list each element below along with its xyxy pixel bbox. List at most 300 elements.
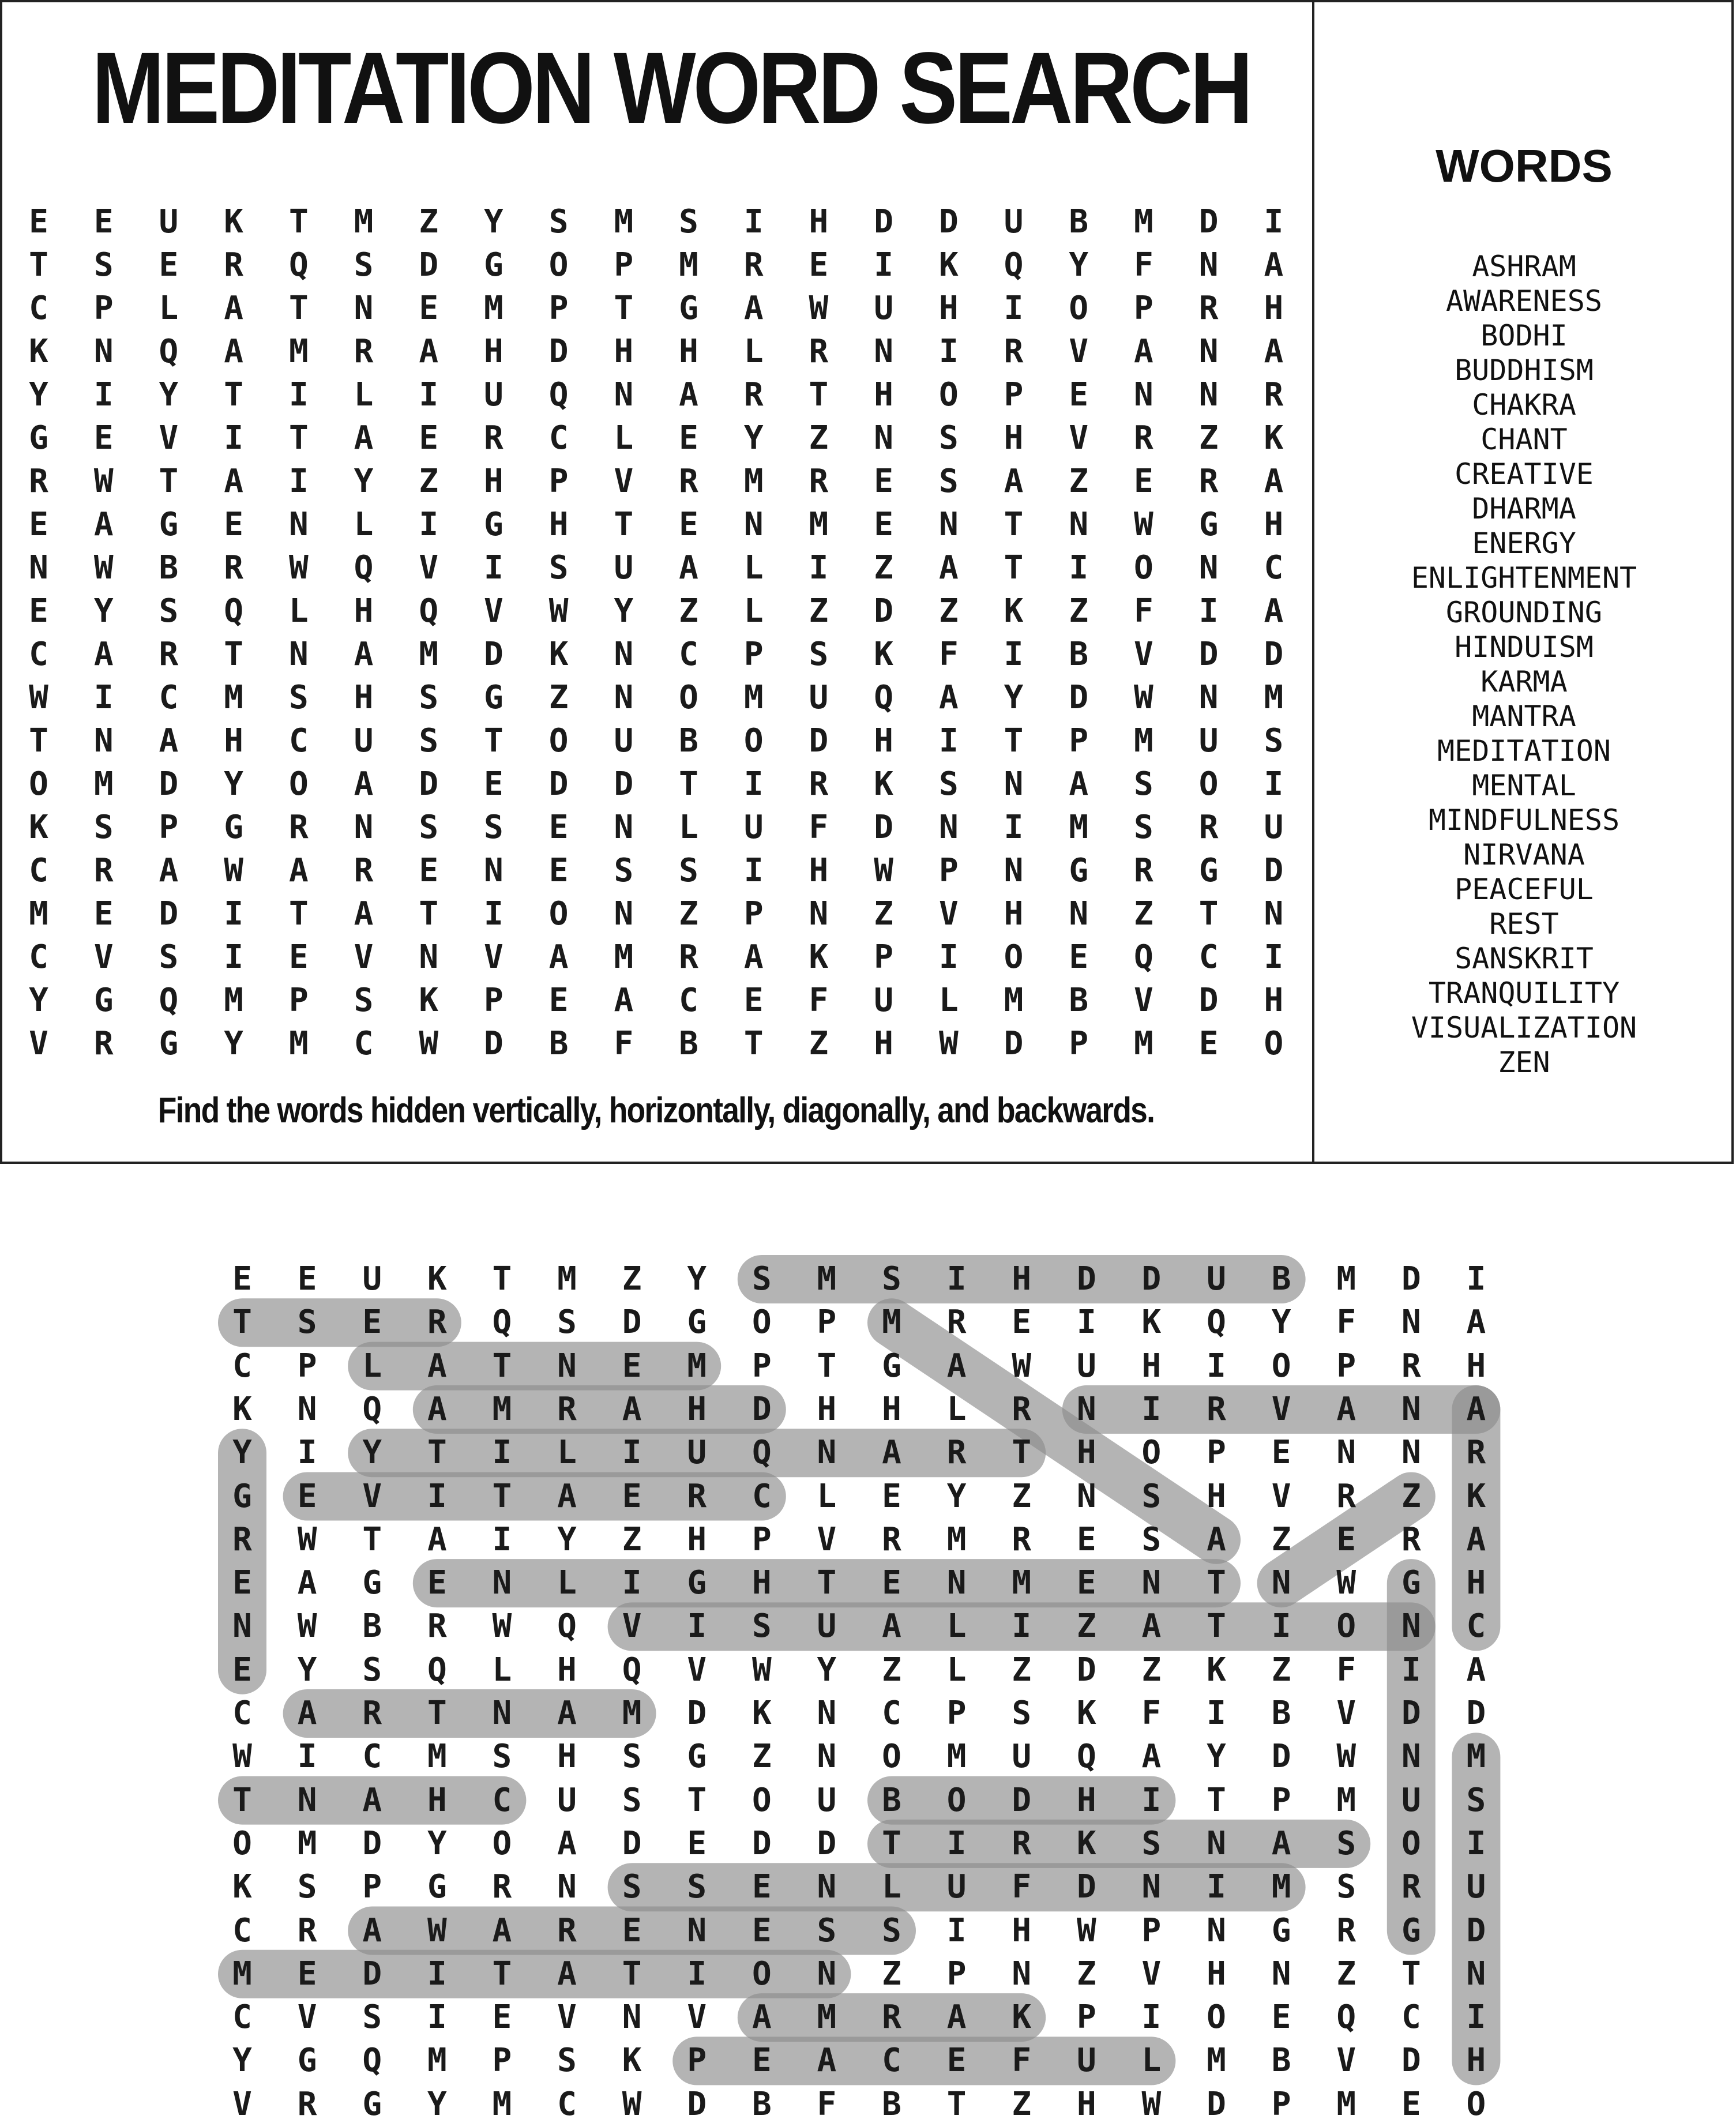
- solution-grid-letter: O: [946, 1781, 967, 1819]
- grid-letter: E: [874, 506, 893, 543]
- solution-grid-letter: S: [1336, 1868, 1357, 1906]
- solution-grid-letter: N: [687, 1911, 707, 1949]
- grid-letter: D: [1198, 636, 1219, 673]
- solution-grid-letter: V: [1336, 2042, 1357, 2080]
- solution-grid-letter: C: [1401, 1998, 1421, 2036]
- solution-grid-letter: M: [492, 1390, 512, 1428]
- solution-grid-letter: I: [297, 1434, 317, 1472]
- solution-grid-letter: E: [427, 1564, 447, 1602]
- grid-letter: Q: [548, 376, 569, 414]
- grid-letter: L: [159, 290, 179, 327]
- solution-grid-letter: I: [1207, 1868, 1226, 1906]
- grid-letter: N: [614, 376, 634, 414]
- solution-grid-letter: B: [882, 1781, 901, 1819]
- grid-letter: S: [938, 419, 959, 457]
- grid-letter: L: [679, 809, 698, 846]
- solution-grid-letter: M: [817, 1260, 837, 1298]
- solution-grid-letter: M: [946, 1520, 967, 1558]
- grid-letter: H: [354, 679, 374, 716]
- grid-letter: Z: [938, 592, 959, 630]
- grid-letter: P: [743, 895, 764, 933]
- grid-letter: T: [288, 895, 309, 933]
- grid-letter: I: [1004, 290, 1024, 327]
- solution-grid-letter: N: [817, 1738, 837, 1776]
- grid-letter: S: [419, 809, 439, 846]
- solution-grid-letter: N: [1336, 1434, 1357, 1472]
- grid-letter: F: [809, 982, 829, 1019]
- word-list-item: CREATIVE: [1455, 457, 1594, 491]
- grid-letter: T: [29, 246, 48, 284]
- grid-letter: H: [938, 290, 959, 327]
- solution-grid-letter: C: [232, 1347, 252, 1385]
- solution-grid-letter: N: [1401, 1738, 1421, 1776]
- grid-letter: S: [679, 852, 698, 889]
- solution-grid-letter: R: [362, 1694, 382, 1732]
- word-list-item: MENTAL: [1472, 769, 1576, 802]
- solution-grid-letter: T: [1012, 1434, 1032, 1472]
- solution-grid-letter: G: [297, 2042, 317, 2080]
- solution-grid-letter: M: [492, 2085, 512, 2123]
- grid-letter: S: [938, 765, 959, 803]
- grid-letter: D: [159, 895, 179, 933]
- grid-letter: W: [93, 549, 114, 587]
- solution-grid-letter: P: [946, 1955, 967, 1993]
- grid-letter: S: [1264, 722, 1284, 760]
- solution-grid-letter: K: [232, 1390, 252, 1428]
- solution-grid-letter: N: [297, 1781, 317, 1819]
- grid-letter: A: [93, 506, 114, 543]
- solution-grid-letter: P: [297, 1347, 317, 1385]
- grid-letter: A: [354, 895, 374, 933]
- grid-letter: P: [288, 982, 309, 1019]
- grid-letter: Z: [809, 592, 829, 630]
- solution-grid-letter: P: [1271, 1781, 1291, 1819]
- solution-grid-letter: V: [687, 1998, 707, 2036]
- solution-grid-letter: G: [882, 1347, 901, 1385]
- grid-letter: D: [1264, 636, 1284, 673]
- grid-letter: G: [159, 1025, 179, 1062]
- grid-letter: M: [419, 636, 439, 673]
- grid-letter: P: [938, 852, 959, 889]
- grid-letter: W: [874, 852, 893, 889]
- solution-grid-letter: S: [817, 1911, 837, 1949]
- solution-grid-letter: K: [1076, 1694, 1096, 1732]
- grid-letter: G: [224, 809, 243, 846]
- solution-grid-letter: P: [1207, 1434, 1226, 1472]
- solution-grid-letter: T: [492, 1347, 512, 1385]
- solution-grid-letter: I: [622, 1434, 642, 1472]
- solution-grid-letter: E: [751, 1911, 772, 1949]
- solution-grid-letter: D: [622, 1303, 642, 1342]
- word-list-item: CHAKRA: [1472, 388, 1576, 422]
- solution-grid-letter: H: [557, 1651, 577, 1689]
- solution-grid-letter: R: [1336, 1911, 1357, 1949]
- solution-grid-letter: S: [362, 1651, 382, 1689]
- solution-grid-letter: M: [1012, 1564, 1032, 1602]
- grid-letter: G: [1198, 852, 1219, 889]
- grid-letter: N: [29, 549, 48, 587]
- solution-grid-letter: S: [687, 1868, 707, 1906]
- grid-letter: S: [288, 679, 309, 716]
- grid-letter: Z: [1069, 463, 1089, 500]
- grid-letter: D: [159, 765, 179, 803]
- solution-grid-letter: H: [1012, 1260, 1032, 1298]
- solution-grid-letter: T: [232, 1303, 252, 1342]
- solution-grid-letter: N: [1207, 1911, 1226, 1949]
- grid-letter: Q: [224, 592, 243, 630]
- solution-grid-letter: A: [1466, 1651, 1486, 1689]
- solution-grid-letter: E: [882, 1564, 901, 1602]
- grid-letter: Q: [1134, 938, 1153, 976]
- grid-letter: P: [93, 290, 114, 327]
- solution-grid-letter: W: [427, 1911, 447, 1949]
- grid-letter: Y: [1004, 679, 1024, 716]
- grid-letter: R: [743, 376, 764, 414]
- solution-grid-letter: A: [297, 1564, 317, 1602]
- grid-letter: V: [159, 419, 179, 457]
- solution-grid-letter: R: [882, 1520, 901, 1558]
- solution-grid-letter: C: [362, 1738, 382, 1776]
- solution-grid-letter: D: [1076, 1651, 1096, 1689]
- grid-letter: O: [938, 376, 959, 414]
- grid-letter: I: [419, 506, 439, 543]
- solution-grid-letter: Z: [882, 1651, 901, 1689]
- grid-letter: U: [1004, 203, 1024, 241]
- solution-grid-letter: Y: [427, 1824, 447, 1862]
- grid-letter: K: [224, 203, 243, 241]
- grid-letter: H: [1264, 506, 1284, 543]
- grid-letter: E: [419, 419, 439, 457]
- solution-grid-letter: K: [232, 1868, 252, 1906]
- solution-grid-letter: N: [492, 1694, 512, 1732]
- grid-letter: L: [354, 506, 374, 543]
- grid-letter: I: [1264, 938, 1284, 976]
- solution-grid-letter: W: [1336, 1738, 1357, 1776]
- grid-letter: I: [1004, 636, 1024, 673]
- solution-grid-letter: D: [1466, 1911, 1486, 1949]
- solution-grid-letter: B: [1271, 1694, 1291, 1732]
- grid-letter: C: [548, 419, 569, 457]
- grid-letter: O: [1134, 549, 1153, 587]
- grid-letter: V: [354, 938, 374, 976]
- solution-grid-letter: O: [1466, 2085, 1486, 2123]
- solution-grid-letter: U: [1401, 1781, 1421, 1819]
- solution-grid-letter: G: [362, 1564, 382, 1602]
- solution-grid-letter: V: [362, 1477, 382, 1515]
- grid-letter: H: [484, 333, 503, 370]
- grid-letter: Z: [874, 895, 893, 933]
- solution-grid-letter: I: [1207, 1347, 1226, 1385]
- solution-grid-letter: D: [1401, 1694, 1421, 1732]
- grid-letter: I: [419, 376, 439, 414]
- grid-letter: U: [874, 982, 893, 1019]
- grid-letter: E: [1069, 938, 1089, 976]
- grid-letter: N: [288, 636, 309, 673]
- solution-grid-letter: G: [1401, 1911, 1421, 1949]
- word-list-item: CHANT: [1481, 423, 1568, 456]
- solution-grid-letter: Z: [1336, 1955, 1357, 1993]
- grid-letter: D: [614, 765, 634, 803]
- solution-grid-letter: U: [1076, 2042, 1096, 2080]
- word-list-item: ENLIGHTENMENT: [1411, 561, 1637, 595]
- grid-letter: S: [354, 246, 374, 284]
- grid-letter: E: [419, 852, 439, 889]
- word-list-item: MINDFULNESS: [1428, 803, 1620, 837]
- grid-letter: T: [1004, 722, 1024, 760]
- solution-grid-letter: P: [946, 1694, 967, 1732]
- grid-letter: T: [614, 290, 634, 327]
- solution-grid-letter: U: [1076, 1347, 1096, 1385]
- grid-letter: A: [1004, 463, 1024, 500]
- solution-grid-letter: Z: [1012, 1477, 1032, 1515]
- solution-grid-letter: I: [1466, 1998, 1486, 2036]
- grid-letter: D: [874, 592, 893, 630]
- solution-grid-letter: T: [882, 1824, 901, 1862]
- word-list-item: MANTRA: [1472, 700, 1576, 733]
- grid-letter: Z: [679, 592, 698, 630]
- grid-letter: R: [809, 333, 829, 370]
- grid-letter: M: [224, 982, 243, 1019]
- grid-letter: Z: [1069, 592, 1089, 630]
- grid-letter: U: [874, 290, 893, 327]
- grid-letter: D: [419, 765, 439, 803]
- solution-grid-letter: Q: [427, 1651, 447, 1689]
- solution-grid-letter: A: [1141, 1738, 1162, 1776]
- grid-letter: N: [354, 290, 374, 327]
- grid-letter: E: [288, 938, 309, 976]
- solution-grid-letter: M: [1271, 1868, 1291, 1906]
- grid-letter: B: [679, 722, 698, 760]
- solution-grid-letter: I: [492, 1520, 512, 1558]
- solution-grid-letter: K: [1141, 1303, 1162, 1342]
- grid-letter: R: [679, 938, 698, 976]
- solution-grid-letter: H: [1012, 1911, 1032, 1949]
- grid-letter: A: [224, 290, 243, 327]
- solution-grid-letter: M: [1336, 2085, 1357, 2123]
- solution-grid-letter: A: [362, 1911, 382, 1949]
- grid-letter: N: [1004, 852, 1024, 889]
- solution-grid-letter: T: [1207, 1781, 1226, 1819]
- grid-letter: B: [548, 1025, 569, 1062]
- instructions: Find the words hidden vertically, horizontally, diagonally, and backwards.: [157, 1091, 1155, 1130]
- solution-grid-letter: M: [1466, 1738, 1486, 1776]
- solution-grid-letter: S: [1012, 1694, 1032, 1732]
- grid-letter: F: [1134, 592, 1153, 630]
- grid-letter: S: [1134, 765, 1153, 803]
- grid-letter: G: [484, 246, 503, 284]
- grid-letter: T: [1004, 549, 1024, 587]
- grid-letter: V: [93, 938, 114, 976]
- solution-grid-letter: O: [751, 1303, 772, 1342]
- solution-grid-letter: I: [622, 1564, 642, 1602]
- grid-letter: S: [938, 463, 959, 500]
- grid-letter: N: [1198, 549, 1219, 587]
- solution-grid-letter: G: [232, 1477, 252, 1515]
- grid-letter: A: [1264, 592, 1284, 630]
- grid-letter: K: [938, 246, 959, 284]
- solution-grid-letter: R: [1401, 1347, 1421, 1385]
- solution-grid-letter: P: [751, 1520, 772, 1558]
- solution-grid-letter: O: [1207, 1998, 1226, 2036]
- word-list-item: ZEN: [1498, 1046, 1550, 1079]
- solution-grid-letter: T: [492, 1477, 512, 1515]
- grid-letter: G: [484, 506, 503, 543]
- grid-letter: Y: [29, 376, 48, 414]
- solution-grid-letter: S: [751, 1260, 772, 1298]
- grid-letter: G: [484, 679, 503, 716]
- solution-grid-letter: F: [1141, 1694, 1162, 1732]
- solution-grid-letter: E: [687, 1824, 707, 1862]
- grid-letter: D: [938, 203, 959, 241]
- solution-grid-letter: D: [751, 1824, 772, 1862]
- solution-grid-letter: S: [362, 1998, 382, 2036]
- solution-grid-letter: R: [1466, 1434, 1486, 1472]
- solution-grid-letter: S: [622, 1868, 642, 1906]
- solution-grid-letter: I: [297, 1738, 317, 1776]
- solution-grid-letter: S: [622, 1738, 642, 1776]
- solution-grid-letter: V: [1141, 1955, 1162, 1993]
- grid-letter: D: [874, 203, 893, 241]
- solution-grid-letter: W: [492, 1607, 512, 1645]
- grid-letter: D: [1264, 852, 1284, 889]
- solution-grid-letter: U: [946, 1868, 967, 1906]
- grid-letter: A: [1134, 333, 1153, 370]
- solution-grid-letter: H: [882, 1390, 901, 1428]
- grid-letter: N: [93, 333, 114, 370]
- solution-grid-letter: S: [882, 1260, 901, 1298]
- solution-grid-letter: A: [817, 2042, 837, 2080]
- grid-letter: V: [419, 549, 439, 587]
- solution-grid-letter: Z: [1401, 1477, 1421, 1515]
- solution-grid-letter: N: [1207, 1824, 1226, 1862]
- solution-grid-letter: D: [1401, 1260, 1421, 1298]
- solution-grid-letter: E: [1076, 1564, 1096, 1602]
- solution-grid-letter: A: [557, 1477, 577, 1515]
- grid-letter: I: [938, 938, 959, 976]
- grid-letter: I: [1264, 203, 1284, 241]
- solution-grid-letter: H: [557, 1738, 577, 1776]
- solution-grid-letter: N: [817, 1694, 837, 1732]
- solution-grid-letter: I: [1141, 1390, 1162, 1428]
- solution-grid-letter: M: [946, 1738, 967, 1776]
- solution-grid-letter: N: [1271, 1955, 1291, 1993]
- grid-letter: E: [159, 246, 179, 284]
- grid-letter: T: [484, 722, 503, 760]
- solution-grid-letter: I: [427, 1955, 447, 1993]
- grid-letter: C: [354, 1025, 374, 1062]
- grid-letter: T: [29, 722, 48, 760]
- grid-letter: L: [743, 549, 764, 587]
- solution-grid-letter: P: [817, 1303, 837, 1342]
- grid-letter: R: [1198, 809, 1219, 846]
- grid-letter: M: [93, 765, 114, 803]
- grid-letter: W: [548, 592, 569, 630]
- solution-grid-letter: H: [1466, 1564, 1486, 1602]
- grid-letter: L: [743, 592, 764, 630]
- solution-grid-letter: P: [362, 1868, 382, 1906]
- word-list-item: ENERGY: [1472, 527, 1576, 560]
- solution-grid-letter: L: [557, 1564, 577, 1602]
- solution-grid-letter: P: [1076, 1998, 1096, 2036]
- solution-grid-letter: M: [427, 2042, 447, 2080]
- grid-letter: K: [1264, 419, 1284, 457]
- grid-letter: W: [938, 1025, 959, 1062]
- solution-grid-letter: N: [557, 1868, 577, 1906]
- grid-letter: E: [419, 290, 439, 327]
- grid-letter: K: [419, 982, 439, 1019]
- solution-grid-letter: R: [297, 2085, 317, 2123]
- grid-letter: E: [548, 852, 569, 889]
- grid-letter: I: [484, 549, 503, 587]
- solution-grid-letter: Y: [946, 1477, 967, 1515]
- solution-grid-letter: R: [1012, 1520, 1032, 1558]
- grid-letter: S: [548, 203, 569, 241]
- solution-grid-letter: V: [297, 1998, 317, 2036]
- solution-grid-letter: W: [1141, 2085, 1162, 2123]
- grid-letter: U: [809, 679, 829, 716]
- grid-letter: D: [548, 333, 569, 370]
- grid-letter: W: [1134, 506, 1153, 543]
- grid-letter: H: [874, 1025, 893, 1062]
- grid-letter: A: [548, 938, 569, 976]
- grid-letter: I: [874, 246, 893, 284]
- grid-letter: H: [679, 333, 698, 370]
- grid-letter: S: [419, 679, 439, 716]
- solution-grid-letter: H: [427, 1781, 447, 1819]
- solution-grid-letter: A: [751, 1998, 772, 2036]
- grid-letter: V: [938, 895, 959, 933]
- grid-letter: P: [614, 246, 634, 284]
- grid-letter: E: [484, 765, 503, 803]
- grid-letter: Z: [1198, 419, 1219, 457]
- solution-grid-letter: M: [1336, 1781, 1357, 1819]
- grid-letter: I: [1264, 765, 1284, 803]
- grid-letter: R: [743, 246, 764, 284]
- solution-grid-letter: D: [1076, 1868, 1096, 1906]
- solution-grid-letter: N: [297, 1390, 317, 1428]
- solution-grid-letter: V: [687, 1651, 707, 1689]
- solution-grid-letter: N: [1141, 1868, 1162, 1906]
- grid-letter: I: [224, 938, 243, 976]
- grid-letter: M: [1069, 809, 1089, 846]
- solution-grid-letter: T: [817, 1564, 837, 1602]
- grid-letter: M: [354, 203, 374, 241]
- solution-grid-letter: Y: [1271, 1303, 1291, 1342]
- grid-letter: N: [1069, 506, 1089, 543]
- solution-grid-letter: N: [1141, 1564, 1162, 1602]
- solution-grid-letter: S: [1141, 1520, 1162, 1558]
- grid-letter: Y: [93, 592, 114, 630]
- solution-grid-letter: L: [362, 1347, 382, 1385]
- solution-grid-letter: C: [882, 1694, 901, 1732]
- grid-letter: U: [743, 809, 764, 846]
- solution-grid-letter: A: [427, 1347, 447, 1385]
- solution-grid-letter: V: [1271, 1477, 1291, 1515]
- solution-grid-letter: T: [232, 1781, 252, 1819]
- grid-letter: C: [679, 636, 698, 673]
- solution-grid-letter: K: [1466, 1477, 1486, 1515]
- solution-grid-letter: D: [817, 1824, 837, 1862]
- solution-grid-letter: Q: [1336, 1998, 1357, 2036]
- grid-letter: S: [1134, 809, 1153, 846]
- grid-letter: K: [874, 636, 893, 673]
- solution-grid-letter: W: [1076, 1911, 1096, 1949]
- solution-grid-letter: E: [297, 1477, 317, 1515]
- grid-letter: P: [1004, 376, 1024, 414]
- grid-letter: Z: [419, 203, 439, 241]
- grid-letter: D: [809, 722, 829, 760]
- solution-grid-letter: S: [882, 1911, 901, 1949]
